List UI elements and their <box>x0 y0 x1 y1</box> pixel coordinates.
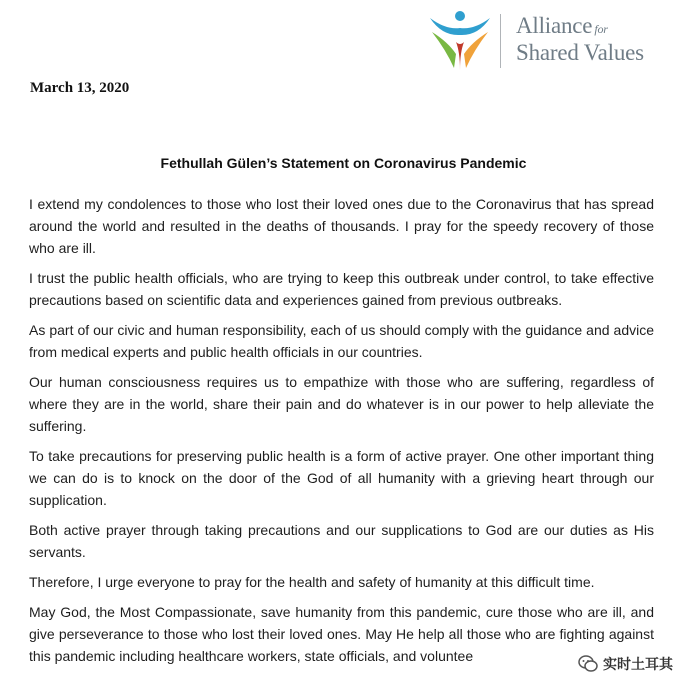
statement-title: Fethullah Gülen’s Statement on Coronavirus Pandemic <box>160 155 527 171</box>
logo-for: for <box>594 22 608 36</box>
paragraph-6: Both active prayer through taking precautions and our supplications to God are our duties as His servants. <box>29 522 654 560</box>
statement-date: March 13, 2020 <box>30 80 130 96</box>
watermark-text: 实时土耳其 <box>603 656 673 672</box>
logo-wordmark <box>516 14 644 64</box>
paragraph-4: Our human consciousness requires us to empathize with those who are suffering, regardless of where they are in the world, share their pain and do whatever is in our power to help alleviate the suffering. <box>29 374 654 434</box>
logo-divider <box>500 14 501 68</box>
paragraph-1: I extend my condolences to those who lost their loved ones due to the Coronavirus that has spread around the world and resulted in the deaths of thousands. I pray for the speedy recovery of those who are ill. <box>29 196 654 256</box>
statement-body <box>29 193 654 675</box>
alliance-logo <box>426 8 676 72</box>
logo-line1: Alliance <box>516 13 593 38</box>
paragraph-8: May God, the Most Compassionate, save humanity from this pandemic, cure those who are ill, and give perseverance to those who lost their loved ones. May He help all those who are fighting against this pandemic including healthcare workers, state officials, and voluntee <box>29 604 654 664</box>
paragraph-2: I trust the public health officials, who are trying to keep this outbreak under control, to take effective precautions based on scientific data and experiences gained from previous outbreaks. <box>29 270 654 308</box>
logo-line2: Shared Values <box>516 40 644 65</box>
people-figures-icon <box>426 8 496 72</box>
paragraph-5: To take precautions for preserving public health is a form of active prayer. One other important thing we can do is to knock on the door of the God of all humanity with a grieving heart through our supplication. <box>29 448 654 508</box>
paragraph-3: As part of our civic and human responsibility, each of us should comply with the guidance and advice from medical experts and public health officials in our countries. <box>29 322 654 360</box>
wechat-watermark <box>572 654 673 674</box>
wechat-icon <box>578 654 598 674</box>
paragraph-7: Therefore, I urge everyone to pray for the health and safety of humanity at this difficult time. <box>29 574 595 590</box>
